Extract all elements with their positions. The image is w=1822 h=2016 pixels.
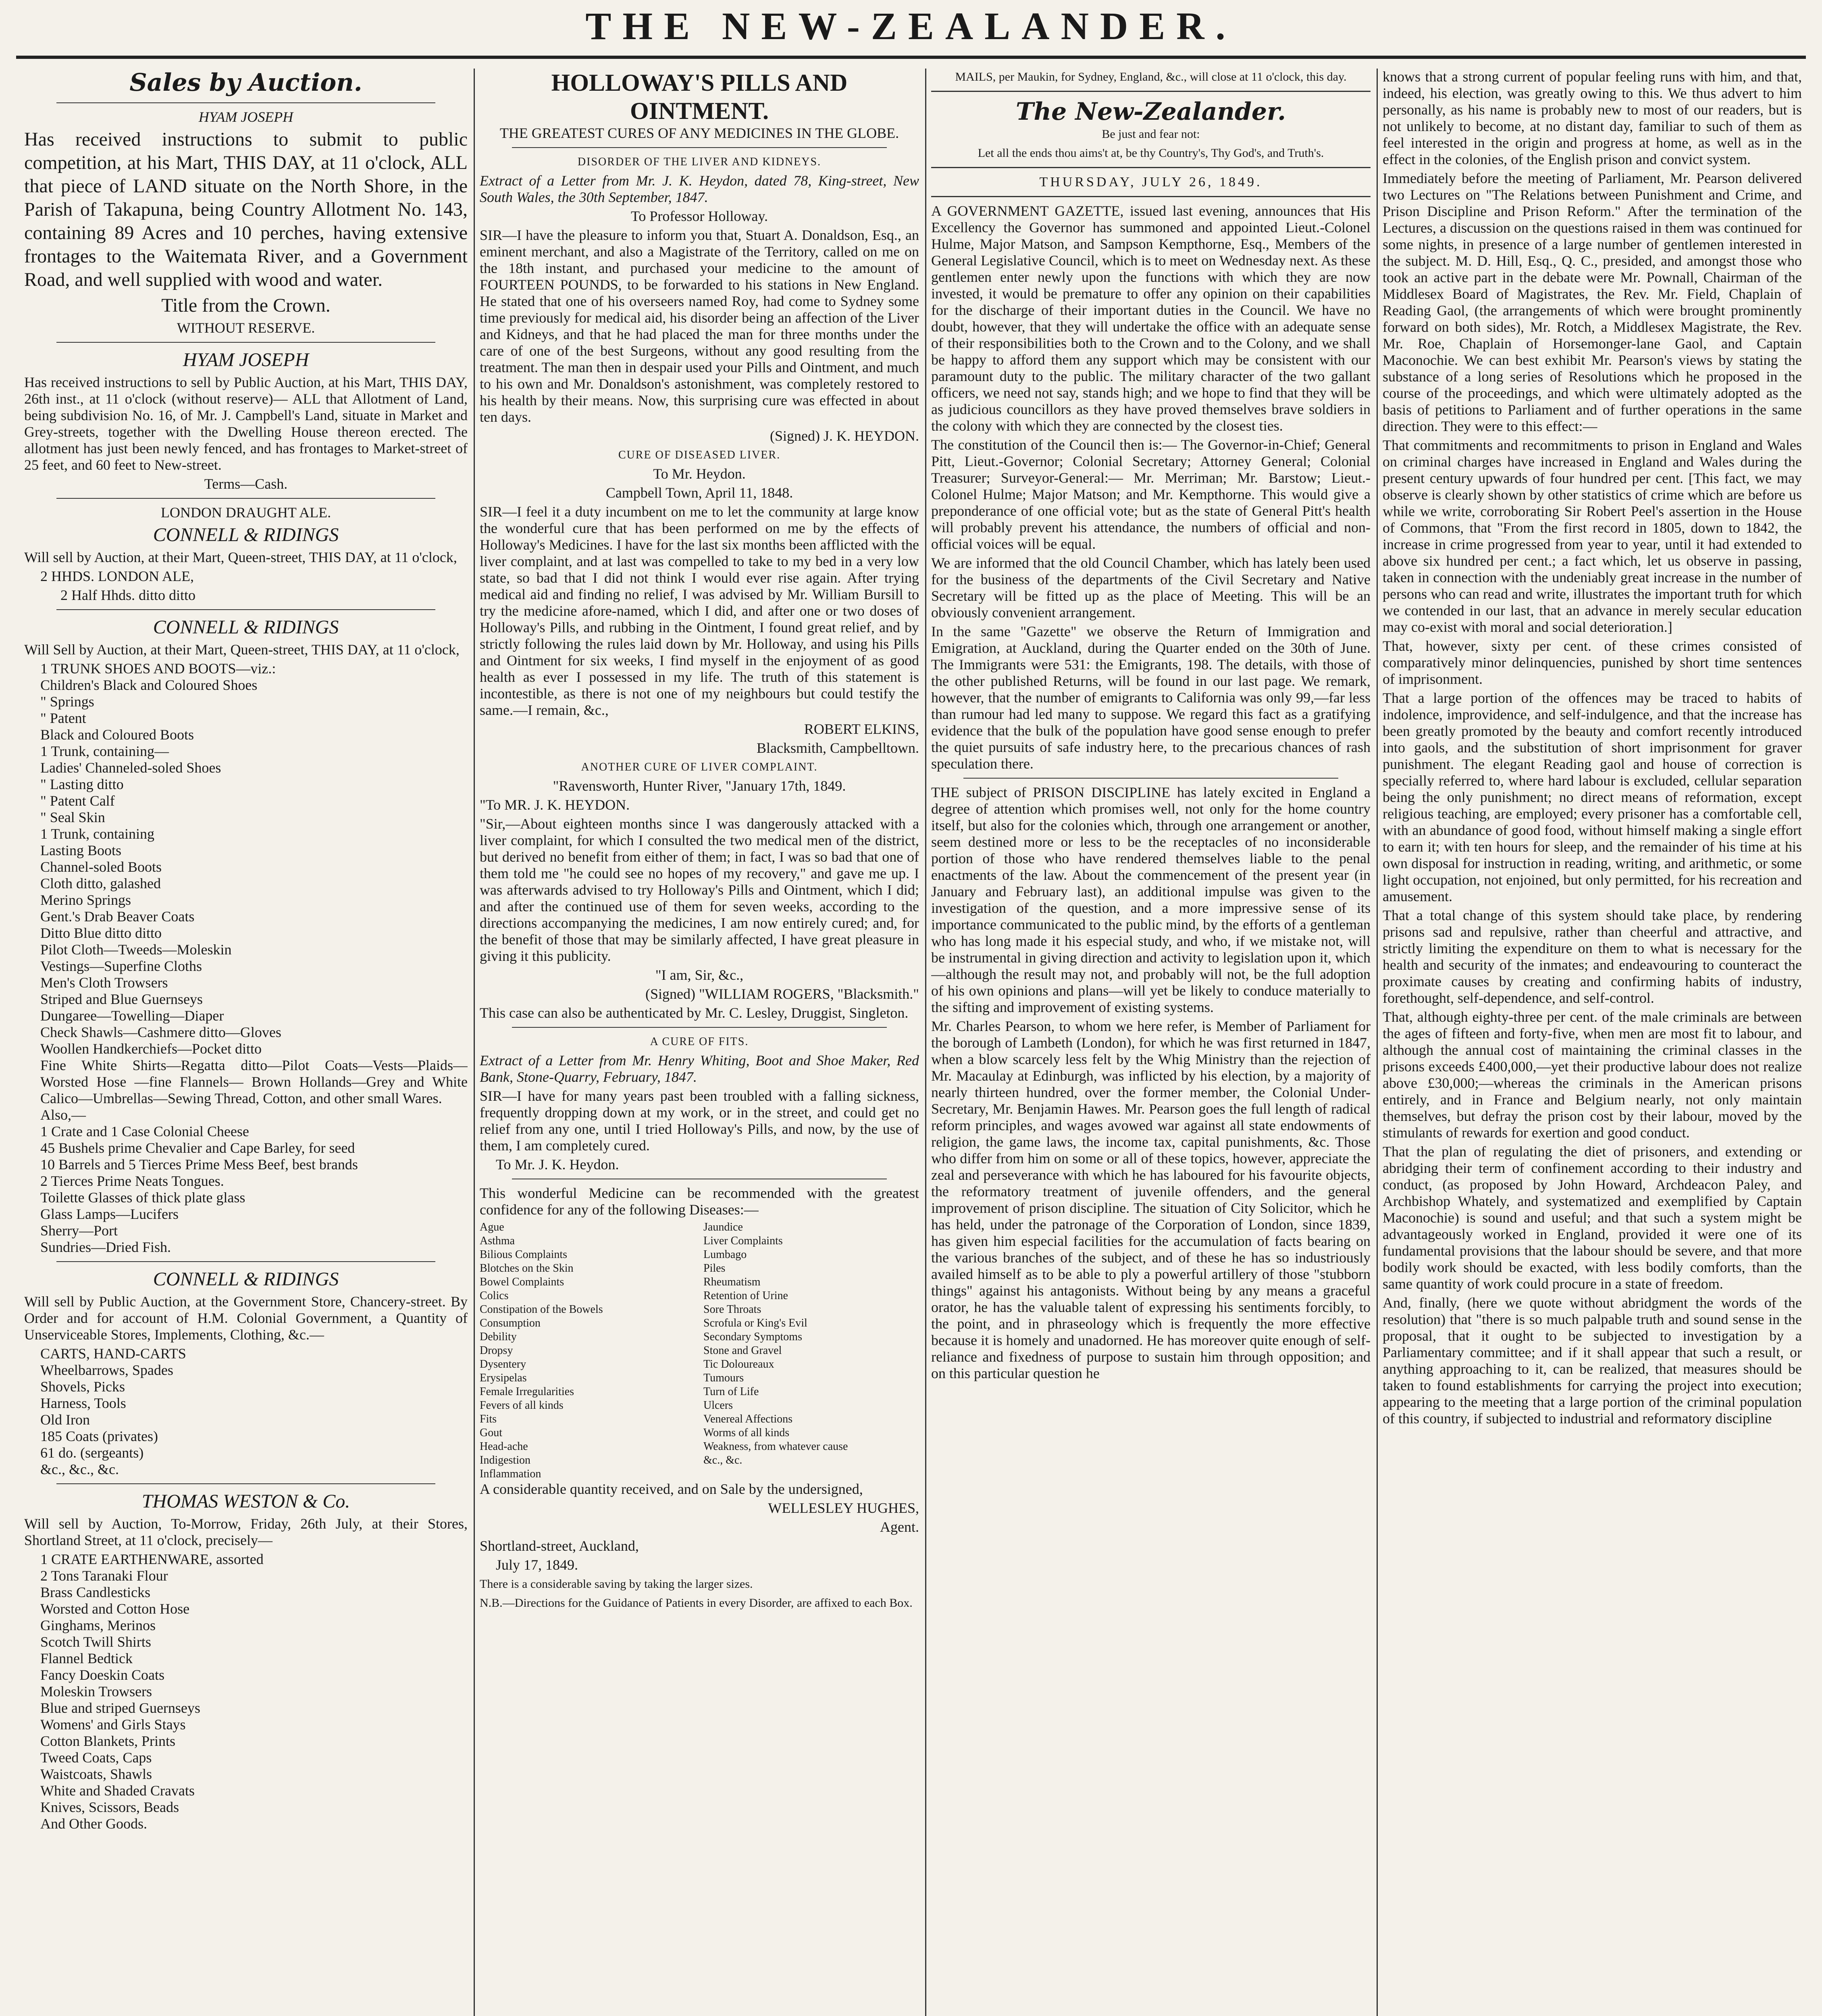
letter-addressee: To Professor Holloway.: [630, 208, 768, 224]
list-item: Woollen Handkerchiefs—Pocket ditto: [40, 1041, 262, 1057]
list-item: Worms of all kinds: [703, 1427, 790, 1439]
list-item: Toilette Glasses of thick plate glass: [40, 1189, 245, 1206]
list-item: Gout: [480, 1427, 502, 1439]
list-item: Weakness, from whatever cause: [703, 1440, 848, 1453]
ad-firm: CONNELL & RIDINGS: [153, 1268, 339, 1290]
list-item: Fine White Shirts—Regatta ditto—Pilot Coats—Vests—Plaids—Worsted Hose —fine Flannels— Brown Hollands—Grey and White Calico—Umbrellas—Sewing Thread, Cotton, and other small Wares.: [40, 1057, 468, 1106]
editorial-paragraph: THE subject of PRISON DISCIPLINE has lately excited in England a degree of attention which promises well, not only for the home country itself, but also for the colonies which, through one arrangement or another, seem destined more or less to be the receptacles of no inconsiderable portion of those who have rendered themselves liable to the penal enactments of the law. About the commencement of the present year (in January and February last), an additional impulse was given to the investigation of the question, and a more impressive sense of its importance communicated to the public mind, by the efforts of a gentleman who has long made it his especial study, and who, if we mistake not, will be instrumental in giving direction and activity to legislation upon it, which—although the result may not, and probably will not, be the full adoption of his own opinions and plans—will yet be likely to conduce materially to the sifting and improvement of existing systems.: [931, 784, 1371, 1015]
list-item: 45 Bushels prime Chevalier and Cape Barley, for seed: [40, 1140, 355, 1156]
list-item: 1 TRUNK SHOES AND BOOTS—viz.:: [40, 660, 276, 677]
ad-item-list: [24, 660, 468, 1256]
list-item: Harness, Tools: [40, 1395, 126, 1411]
list-item: Channel-soled Boots: [40, 859, 162, 875]
list-item: Dungaree—Towelling—Diaper: [40, 1008, 224, 1024]
motto: Be just and fear not:: [1102, 127, 1200, 141]
ad-item: 2 HHDS. LONDON ALE,: [40, 568, 194, 584]
list-item: Check Shawls—Cashmere ditto—Gloves: [40, 1024, 281, 1040]
list-item: " Seal Skin: [40, 809, 105, 825]
divider: [56, 609, 435, 610]
list-item: Debility: [480, 1331, 517, 1343]
ad-text: Will Sell by Auction, at their Mart, Queen-street, THIS DAY, at 11 o'clock,: [24, 641, 460, 658]
ad-firm: THOMAS WESTON & Co.: [141, 1491, 350, 1512]
list-item: Ague: [480, 1221, 504, 1233]
list-item: Womens' and Girls Stays: [40, 1716, 186, 1733]
list-item: Merino Springs: [40, 892, 131, 908]
list-item: 2 Tierces Prime Neats Tongues.: [40, 1173, 224, 1189]
list-item: Consumption: [480, 1317, 541, 1329]
list-item: Tic Doloureaux: [703, 1358, 774, 1370]
list-item: 1 Trunk, containing: [40, 826, 155, 842]
list-item: Lumbago: [703, 1248, 747, 1261]
divider: [512, 147, 887, 148]
section-label: CURE OF DISEASED LIVER.: [618, 449, 781, 461]
list-item: Flannel Bedtick: [40, 1650, 133, 1666]
editorial-paragraph: Mr. Charles Pearson, to whom we here refer, is Member of Parliament for the borough of Lambeth (London), for which he was first returned in 1847, when a blow scarcely less felt by the Whig Ministry than the rejection of Mr. Macaulay at Edinburgh, was inflicted by his election, by a majority of nearly thirteen hundred, over the former member, the Colonial Under-Secretary, Mr. Benjamin Hawes. Mr. Pearson goes the full length of radical reform principles, and wages avowed war against all state endowments of religion, the game laws, the income tax, capital punishments, &c. Those who differ from him on some or all of these topics, however, appreciate the zeal and perseverance with which he has laboured for his favourite objects, the reformatory treatment of juvenile offenders, and the general improvement of prison discipline. The situation of City Solicitor, which he has held, under the patronage of the Corporation of London, since 1839, has given him especial facilities for the accumulation of facts bearing on the various branches of the subject, and of these he has so industriously availed himself as to be able to ply a powerful artillery of those "stubborn things" against his antagonists. Without being by any means a graceful orator, he has the valuable talent of expressing his sentiments forcibly, to the point, and in phraseology which is frequently the more effective because it is homely and unadorned. He has moreover quite enough of self-reliance and fixedness of purpose to sustain him through opposition; and on this particular question he: [931, 1018, 1371, 1381]
editorial-paragraph: And, finally, (here we quote without abridgment the words of the resolution) that "there is so much palpable truth and sound sense in the proposal, that it ought to be subjected to investigation by a Parliamentary committee; and if it shall appear that such a result, or anything approaching to it, can be realized, that measures should be taken to found establishments for carrying the project into execution; appearing to the meeting that a large portion of the criminal population of this country, if subjected to industrial and reformatory discipline: [1383, 1295, 1802, 1427]
list-item: Gent.'s Drab Beaver Coats: [40, 908, 195, 925]
letter-intro: Extract of a Letter from Mr. Henry Whiting, Boot and Shoe Maker, Red Bank, Stone-Quarry, February, 1847.: [480, 1052, 919, 1085]
divider: [931, 91, 1371, 92]
issue-date: THURSDAY, JULY 26, 1849.: [1039, 175, 1263, 190]
ad-firm: CONNELL & RIDINGS: [153, 524, 339, 546]
editorial-paragraph: That, however, sixty per cent. of these crimes consisted of comparatively minor delinquencies, punished by short time sentences of imprisonment.: [1383, 638, 1802, 687]
newspaper-title: THE NEW-ZEALANDER.: [585, 4, 1237, 48]
list-item: Liver Complaints: [703, 1235, 783, 1247]
diseases-intro: This wonderful Medicine can be recommended with the greatest confidence for any of the following Diseases:—: [480, 1185, 919, 1218]
editorial-paragraph: We are informed that the old Council Chamber, which has lately been used for the business of the departments of the Civil Secretary and Native Secretary will be fitted up as the place of Meeting. This will be an obviously convenient arrangement.: [931, 555, 1371, 621]
list-item: Men's Cloth Trowsers: [40, 975, 168, 991]
footnote: N.B.—Directions for the Guidance of Patients in every Disorder, are affixed to each Box.: [480, 1596, 913, 1610]
ad-item: 2 Half Hhds. ditto ditto: [60, 587, 196, 603]
ad-title: HYAM JOSEPH: [183, 349, 309, 371]
list-item: Knives, Scissors, Beads: [40, 1799, 179, 1815]
masthead: [0, 0, 1822, 65]
list-item: Tumours: [703, 1372, 744, 1384]
diseases-left: [480, 1220, 695, 1481]
list-item: Also,—: [40, 1107, 86, 1123]
divider: [56, 102, 435, 103]
ad-text: Has received instructions to submit to public competition, at his Mart, THIS DAY, at 11 o'clock, ALL that piece of LAND situate on the North Shore, in the Parish of Takapuna, being Country Allotment No. 143, containing 89 Acres and 10 perches, having extensive frontages to the Waitemata River, and a Government Road, and well supplied with wood and water.: [24, 129, 468, 290]
list-item: " Springs: [40, 694, 94, 710]
paper-name: The New-Zealander.: [1015, 98, 1286, 126]
ad-text: Title from the Crown.: [161, 295, 331, 316]
letter-place: Campbell Town, April 11, 1848.: [605, 485, 793, 501]
letter-signature: ROBERT ELKINS,: [804, 721, 919, 737]
list-item: Indigestion: [480, 1454, 530, 1466]
editorial-paragraph: That a total change of this system should take place, by rendering prisons sad and repulsive, rather than cheerful and attractive, and strictly limiting the expenditure on them to what is necessary for the health and security of the inmates; and endeavouring to counteract the proximate causes by creating and confirming habits of industry, forethought, self-dependence, and self-control.: [1383, 907, 1802, 1006]
list-item: Sherry—Port: [40, 1223, 118, 1239]
section-label: A CURE OF FITS.: [650, 1035, 749, 1048]
ad-heading: HOLLOWAY'S PILLS AND OINTMENT.: [551, 69, 848, 124]
list-item: " Patent: [40, 710, 86, 726]
ad-text: Has received instructions to sell by Public Auction, at his Mart, THIS DAY, 26th inst., at 11 o'clock (without reserve)— ALL that Allotment of Land, being subdivision No. 16, of Mr. J. Campbell's Land, situate in Market and Grey-streets, together with the Dwelling House thereon erected. The allotment has just been newly fenced, and has frontages to Market-street of 25 feet, and 60 feet to New-street.: [24, 374, 468, 473]
divider: [963, 778, 1338, 779]
editorial-paragraph: The constitution of the Council then is:— The Governor-in-Chief; General Pitt, Lieut.-Governor; Colonial Secretary; Attorney General; Colonial Treasurer; Surveyor-General:— Mr. Merriman; Mr. Barstow; Lieut.-Colonel Hulme; Major Matson; and Mr. Kempthorne. This would give a preponderance of one official vote; but as the state of General Pitt's health will probably prevent his attendance, the numbers of official and non-official voices will be equal.: [931, 437, 1371, 552]
ad-item-list: [24, 1551, 468, 1832]
agent-date: July 17, 1849.: [496, 1557, 578, 1573]
list-item: Asthma: [480, 1235, 515, 1247]
list-item: Jaundice: [703, 1221, 743, 1233]
list-item: Tweed Coats, Caps: [40, 1749, 152, 1766]
list-item: Old Iron: [40, 1412, 90, 1428]
list-item: Turn of Life: [703, 1385, 759, 1398]
divider: [56, 1261, 435, 1262]
divider: [931, 196, 1371, 197]
section-heading: Sales by Auction.: [129, 69, 362, 97]
list-item: Sundries—Dried Fish.: [40, 1239, 171, 1255]
list-item: Stone and Gravel: [703, 1344, 782, 1357]
masthead-rule: [16, 56, 1806, 59]
ad-text: WITHOUT RESERVE.: [177, 320, 315, 336]
list-item: Fits: [480, 1413, 497, 1425]
list-item: Cotton Blankets, Prints: [40, 1733, 176, 1749]
letter-addressee: "To MR. J. K. HEYDON.: [480, 797, 630, 813]
column-divider: [474, 69, 475, 2016]
list-item: Constipation of the Bowels: [480, 1303, 603, 1316]
list-item: &c., &c., &c.: [40, 1461, 119, 1477]
list-item: " Patent Calf: [40, 793, 115, 809]
list-item: Shovels, Picks: [40, 1379, 125, 1395]
list-item: Dysentery: [480, 1358, 526, 1370]
editorial-paragraph: That commitments and recommitments to prison in England and Wales on criminal charges have increased in England and Wales during the present century upwards of four hundred per cent. [This fact, we may observe is clearly shown by other statistics of crime which are before us while we write, corroborating Sir Robert Peel's assertion in the House of Commons, that "From the first record in 1805, down to 1842, the increase in crime progressed from year to year, until it had extended to above six hundred per cent.; a fact which, let us observe in passing, taken in connection with the undeniably great increase in the number of persons who can read and write, illustrates the important truth for which we contended in our last, that an advance in merely secular education may co-exist with moral and social deterioration.]: [1383, 437, 1802, 635]
list-item: Dropsy: [480, 1344, 513, 1357]
list-item: CARTS, HAND-CARTS: [40, 1345, 186, 1362]
divider: [931, 167, 1371, 168]
list-item: Bowel Complaints: [480, 1276, 564, 1288]
list-item: Lasting Boots: [40, 842, 122, 858]
list-item: Erysipelas: [480, 1372, 527, 1384]
ad-firm: CONNELL & RIDINGS: [153, 616, 339, 638]
list-item: Scrofula or King's Evil: [703, 1317, 807, 1329]
mails-notice: MAILS, per Maukin, for Sydney, England, &c., will close at 11 o'clock, this day.: [955, 70, 1347, 83]
list-item: Ladies' Channeled-soled Shoes: [40, 760, 221, 776]
column-auctions: [24, 69, 468, 2016]
list-item: 1 Crate and 1 Case Colonial Cheese: [40, 1123, 249, 1139]
column-divider: [925, 69, 926, 2016]
list-item: 185 Coats (privates): [40, 1428, 158, 1444]
letter-close: "I am, Sir, &c.,: [655, 967, 744, 983]
editorial-paragraph: knows that a strong current of popular feeling runs with him, and that, indeed, his election, was greatly owing to this. We thus advert to him personally, as his name is probably new to most of our readers, but is not unlikely to become, at no distant day, familiar to such of them as feel interested in the origin and progress at home, as well as in the effect in the colonies, of the English prison and convict system.: [1383, 69, 1802, 167]
letter-place: "Ravensworth, Hunter River, "January 17th, 1849.: [553, 778, 846, 794]
letter-signature: (Signed) J. K. HEYDON.: [770, 428, 919, 444]
list-item: Bilious Complaints: [480, 1248, 568, 1261]
ad-item-list: [24, 1345, 468, 1478]
letter-addressee: To Mr. Heydon.: [653, 466, 746, 482]
letter-body: "Sir,—About eighteen months since I was dangerously attacked with a liver complaint, for which I consulted the two medical men of the district, but derived no benefit from either of them; in fact, I was so bad that one of them told me "he could see no hopes of my recovery," and gave me up. I was afterwards advised to try Holloway's Pills and Ointment, which I did; and after the continued use of them for seven weeks, according to the directions accompanying the medicines, I am now entirely cured; and, for the benefit of those that may be similarly affected, I have great pleasure in giving it this publicity.: [480, 816, 919, 964]
letter-body: SIR—I have for many years past been troubled with a falling sickness, frequently dropping down at my work, or in the street, and could get no relief from any one, until I tried Holloway's Pills, and now, by the use of them, I am completely cured.: [480, 1088, 919, 1154]
list-item: Worsted and Cotton Hose: [40, 1601, 190, 1617]
list-item: Fevers of all kinds: [480, 1399, 564, 1412]
section-label: DISORDER OF THE LIVER AND KIDNEYS.: [577, 156, 822, 168]
editorial-paragraph: That, although eighty-three per cent. of the male criminals are between the ages of fifteen and forty-five, when men are most fit to labour, and although the annual cost of maintaining the criminal classes in the prisons exceeds £400,000,—yet their productive labour does not realize above £30,000;—whereas the criminals in the American prisons entirely, and in France and Belgium nearly, not only maintain themselves, but defray the prison cost by their labour, moved by the stimulants of rewards for exertion and good conduct.: [1383, 1009, 1802, 1141]
list-item: Blotches on the Skin: [480, 1262, 574, 1275]
list-item: Retention of Urine: [703, 1289, 788, 1302]
list-item: Pilot Cloth—Tweeds—Moleskin: [40, 941, 232, 958]
list-item: Secondary Symptoms: [703, 1331, 802, 1343]
column-holloway: [480, 69, 919, 2016]
motto: Let all the ends thou aims't at, be thy Country's, Thy God's, and Truth's.: [978, 146, 1324, 160]
list-item: Piles: [703, 1262, 726, 1275]
divider: [512, 1027, 887, 1028]
list-item: Blue and striped Guernseys: [40, 1700, 200, 1716]
list-item: Fancy Doeskin Coats: [40, 1667, 164, 1683]
agent-signature: Agent.: [880, 1519, 919, 1535]
list-item: Vestings—Superfine Cloths: [40, 958, 202, 974]
ad-text: Will sell by Auction, To-Morrow, Friday, 26th July, at their Stores, Shortland Street, at 11 o'clock, precisely—: [24, 1516, 468, 1548]
letter-addressee: To Mr. J. K. Heydon.: [496, 1156, 619, 1173]
list-item: 1 CRATE EARTHENWARE, assorted: [40, 1551, 264, 1567]
ad-title: LONDON DRAUGHT ALE.: [160, 504, 331, 521]
list-item: Moleskin Trowsers: [40, 1683, 152, 1699]
supply-text: A considerable quantity received, and on Sale by the undersigned,: [480, 1481, 863, 1497]
editorial-paragraph: That the plan of regulating the diet of prisoners, and extending or abridging their term of confinement according to their industry and conduct, (as proposed by John Howard, Archdeacon Paley, and Archbishop Whately, and systematized and exemplified by Captain Maconochie) is sound and useful; and that such a system might be advantageously worked in England, provided it were one of its fundamental provisions that the labour should be severe, and that more bodily work should be exacted, with less bodily comforts, than the same quantity of work could procure in a state of freedom.: [1383, 1143, 1802, 1292]
column-editorial: [931, 69, 1371, 2016]
list-item: White and Shaded Cravats: [40, 1783, 195, 1799]
list-item: Inflammation: [480, 1468, 541, 1480]
editorial-paragraph: A GOVERNMENT GAZETTE, issued last evening, announces that His Excellency the Governor has summoned and appointed Lieut.-Colonel Hulme, Major Matson, and Sampson Kempthorne, Esq., Members of the General Legislative Council, which is to meet on Wednesday next. As these gentlemen enter newly upon the functions with which they are now invested, it would be premature to offer any opinion on their capabilities for the discharge of their important duties in the Council. We have no doubt, however, that they will undertake the office with an adequate sense of their responsibilities both to the Crown and to the Colony, and we shall be happy to afford them any support which may be consistent with our paramount duty to the public. The military character of the two gallant officers, we need not say, stands high; and we hope to find that they will be as judicious councillors as they have proved themselves brave soldiers in the colony with which they are connected by the closest ties.: [931, 203, 1371, 434]
section-label: ANOTHER CURE OF LIVER COMPLAINT.: [581, 761, 818, 773]
ad-title: HYAM JOSEPH: [198, 109, 293, 125]
list-item: Cloth ditto, galashed: [40, 875, 161, 891]
list-item: Children's Black and Coloured Shoes: [40, 677, 258, 693]
list-item: Glass Lamps—Lucifers: [40, 1206, 179, 1222]
diseases-table: [480, 1220, 919, 1481]
list-item: Scotch Twill Shirts: [40, 1634, 151, 1650]
editorial-paragraph: In the same "Gazette" we observe the Return of Immigration and Emigration, at Auckland, during the Quarter ended on the 30th of June. The Immigrants were 531: the Emigrants, 198. The details, with those of the other published Returns, will be found in our last page. We remark, however, that the number of emigrants to California was only 99,—far less than rumour had led many to suppose. We regard this fact as a gratifying evidence that the bulk of the population have good sense enough to prefer the quiet pursuits of safe industry here, to the precarious chances of rash speculation there.: [931, 623, 1371, 772]
ad-subheading: THE GREATEST CURES OF ANY MEDICINES IN THE GLOBE.: [499, 125, 899, 141]
list-item: 2 Tons Taranaki Flour: [40, 1568, 168, 1584]
list-item: Rheumatism: [703, 1276, 761, 1288]
list-item: Head-ache: [480, 1440, 528, 1453]
list-item: &c., &c.: [703, 1454, 743, 1466]
footnote: There is a considerable saving by taking the larger sizes.: [480, 1577, 753, 1591]
list-item: Black and Coloured Boots: [40, 727, 194, 743]
column-divider: [1377, 69, 1378, 2016]
letter-body: SIR—I feel it a duty incumbent on me to let the community at large know the wonderful cure that has been performed on me by the effects of Holloway's Medicines. I have for the last six months been afflicted with the liver complaint, and at last was compelled to take to my bed in a very low state, so bad that I did not think I would ever rise again. After trying medical aid and finding no relief, I was advised by Mr. William Bursill to try the medicine afore-named, which I did, and after one or two doses of Holloway's Pills, and rubbing in the Ointment, I found great relief, and by strictly following the rules laid down by Mr. Holloway, and using his Pills and Ointment for six weeks, I find myself in the enjoyment of as good health as ever I possessed in my life. The truth of this statement is incontestible, as there is not one of my neighbours but could testify the same.—I remain, &c.,: [480, 504, 919, 718]
ad-text: Will sell by Public Auction, at the Government Store, Chancery-street. By Order and for account of H.M. Colonial Government, a Quantity of Unserviceable Stores, Implements, Clothing, &c.—: [24, 1293, 468, 1343]
list-item: Venereal Affections: [703, 1413, 793, 1425]
list-item: " Lasting ditto: [40, 776, 124, 792]
list-item: Colics: [480, 1289, 509, 1302]
list-item: Sore Throats: [703, 1303, 761, 1316]
list-item: 10 Barrels and 5 Tierces Prime Mess Beef, best brands: [40, 1156, 358, 1173]
diseases-right: [703, 1220, 919, 1481]
letter-signature: (Signed) "WILLIAM ROGERS, "Blacksmith.": [645, 986, 919, 1002]
list-item: Ditto Blue ditto ditto: [40, 925, 162, 941]
editorial-paragraph: That a large portion of the offences may be traced to habits of indolence, improvidence, and self-indulgence, and that the increase has been greatly promoted by the beauty and comfort recently introduced into gaols, and the substitution of short imprisonment for graver punishment. The elegant Reading gaol and house of correction is specially referred to, where hard labour is excluded, cellular separation being the only punishment; no direct means of reformation, except religious teaching, are employed; every prisoner has a comfortable cell, with an abundance of good food, without himself making a single effort to earn it; with ten hours for sleep, and the remainder of his time at his own disposal for instruction in reading, writing, and arithmetic, or some light occupation, not enjoined, but only permitted, for his recreation and amusement.: [1383, 690, 1802, 904]
list-item: Ginghams, Merinos: [40, 1617, 156, 1633]
letter-signature: Blacksmith, Campbelltown.: [757, 740, 919, 756]
divider: [56, 1483, 435, 1484]
agent-place: Shortland-street, Auckland,: [480, 1538, 639, 1554]
list-item: Female Irregularities: [480, 1385, 574, 1398]
list-item: Waistcoats, Shawls: [40, 1766, 152, 1782]
letter-intro: Extract of a Letter from Mr. J. K. Heydon, dated 78, King-street, New South Wales, the 30th September, 1847.: [480, 173, 919, 205]
list-item: Striped and Blue Guernseys: [40, 991, 203, 1007]
list-item: Brass Candlesticks: [40, 1584, 150, 1600]
editorial-paragraph: Immediately before the meeting of Parliament, Mr. Pearson delivered two Lectures on "The Relations between Punishment and Crime, and Prison Discipline and Prison Reform." After the termination of the Lectures, a discussion on the questions raised in them was continued for some nights, in presence of a large number of gentlemen interested in the subject. M. D. Hill, Esq., Q. C., presided, and amongst those who took an active part in the debate were Mr. Pownall, Chairman of the Middlesex Board of Magistrates, the Rev. Mr. Field, Chaplain of Reading Gaol, (the arrangements of which were brought prominently forward on both sides), Mr. Rotch, a Middlesex Magistrate, the Rev. Mr. Roe, Chaplain of Horsemonger-lane Gaol, and Captain Maconochie. We can best exhibit Mr. Pearson's views by stating the substance of a long series of Resolutions which he proposed in the course of the proceedings, and which were ultimately adopted as the basis of petitions to Parliament and of further operations in the same direction. They were to this effect:—: [1383, 170, 1802, 434]
list-item: 61 do. (sergeants): [40, 1445, 144, 1461]
divider: [56, 342, 435, 343]
letter-note: This case can also be authenticated by Mr. C. Lesley, Druggist, Singleton.: [480, 1005, 909, 1021]
divider: [56, 498, 435, 499]
list-item: And Other Goods.: [40, 1816, 147, 1832]
agent-signature: WELLESLEY HUGHES,: [768, 1500, 919, 1516]
list-item: Ulcers: [703, 1399, 733, 1412]
list-item: 1 Trunk, containing—: [40, 743, 169, 759]
column-prison-discipline: [1383, 69, 1802, 2016]
ad-text: Will sell by Auction, at their Mart, Queen-street, THIS DAY, at 11 o'clock,: [24, 549, 457, 565]
ad-text: Terms—Cash.: [204, 476, 288, 492]
letter-body: SIR—I have the pleasure to inform you that, Stuart A. Donaldson, Esq., an eminent merchant, and also a Magistrate of the Territory, called on me on the 18th instant, and purchased your medicine to the amount of FOURTEEN POUNDS, to be forwarded to his stations in New England. He stated that one of his overseers named Roy, had come to Sydney some time previously for medical aid, his disorder being an affection of the Liver and Kidneys, and that he had placed the man for three months under the care of one of the best Surgeons, without any good resulting from the treatment. The man then in despair used your Pills and Ointment, and much to his own and Mr. Donaldson's astonishment, was completely restored to his health by their means. Now, this surprising cure was effected in about ten days.: [480, 227, 919, 425]
list-item: Wheelbarrows, Spades: [40, 1362, 173, 1378]
